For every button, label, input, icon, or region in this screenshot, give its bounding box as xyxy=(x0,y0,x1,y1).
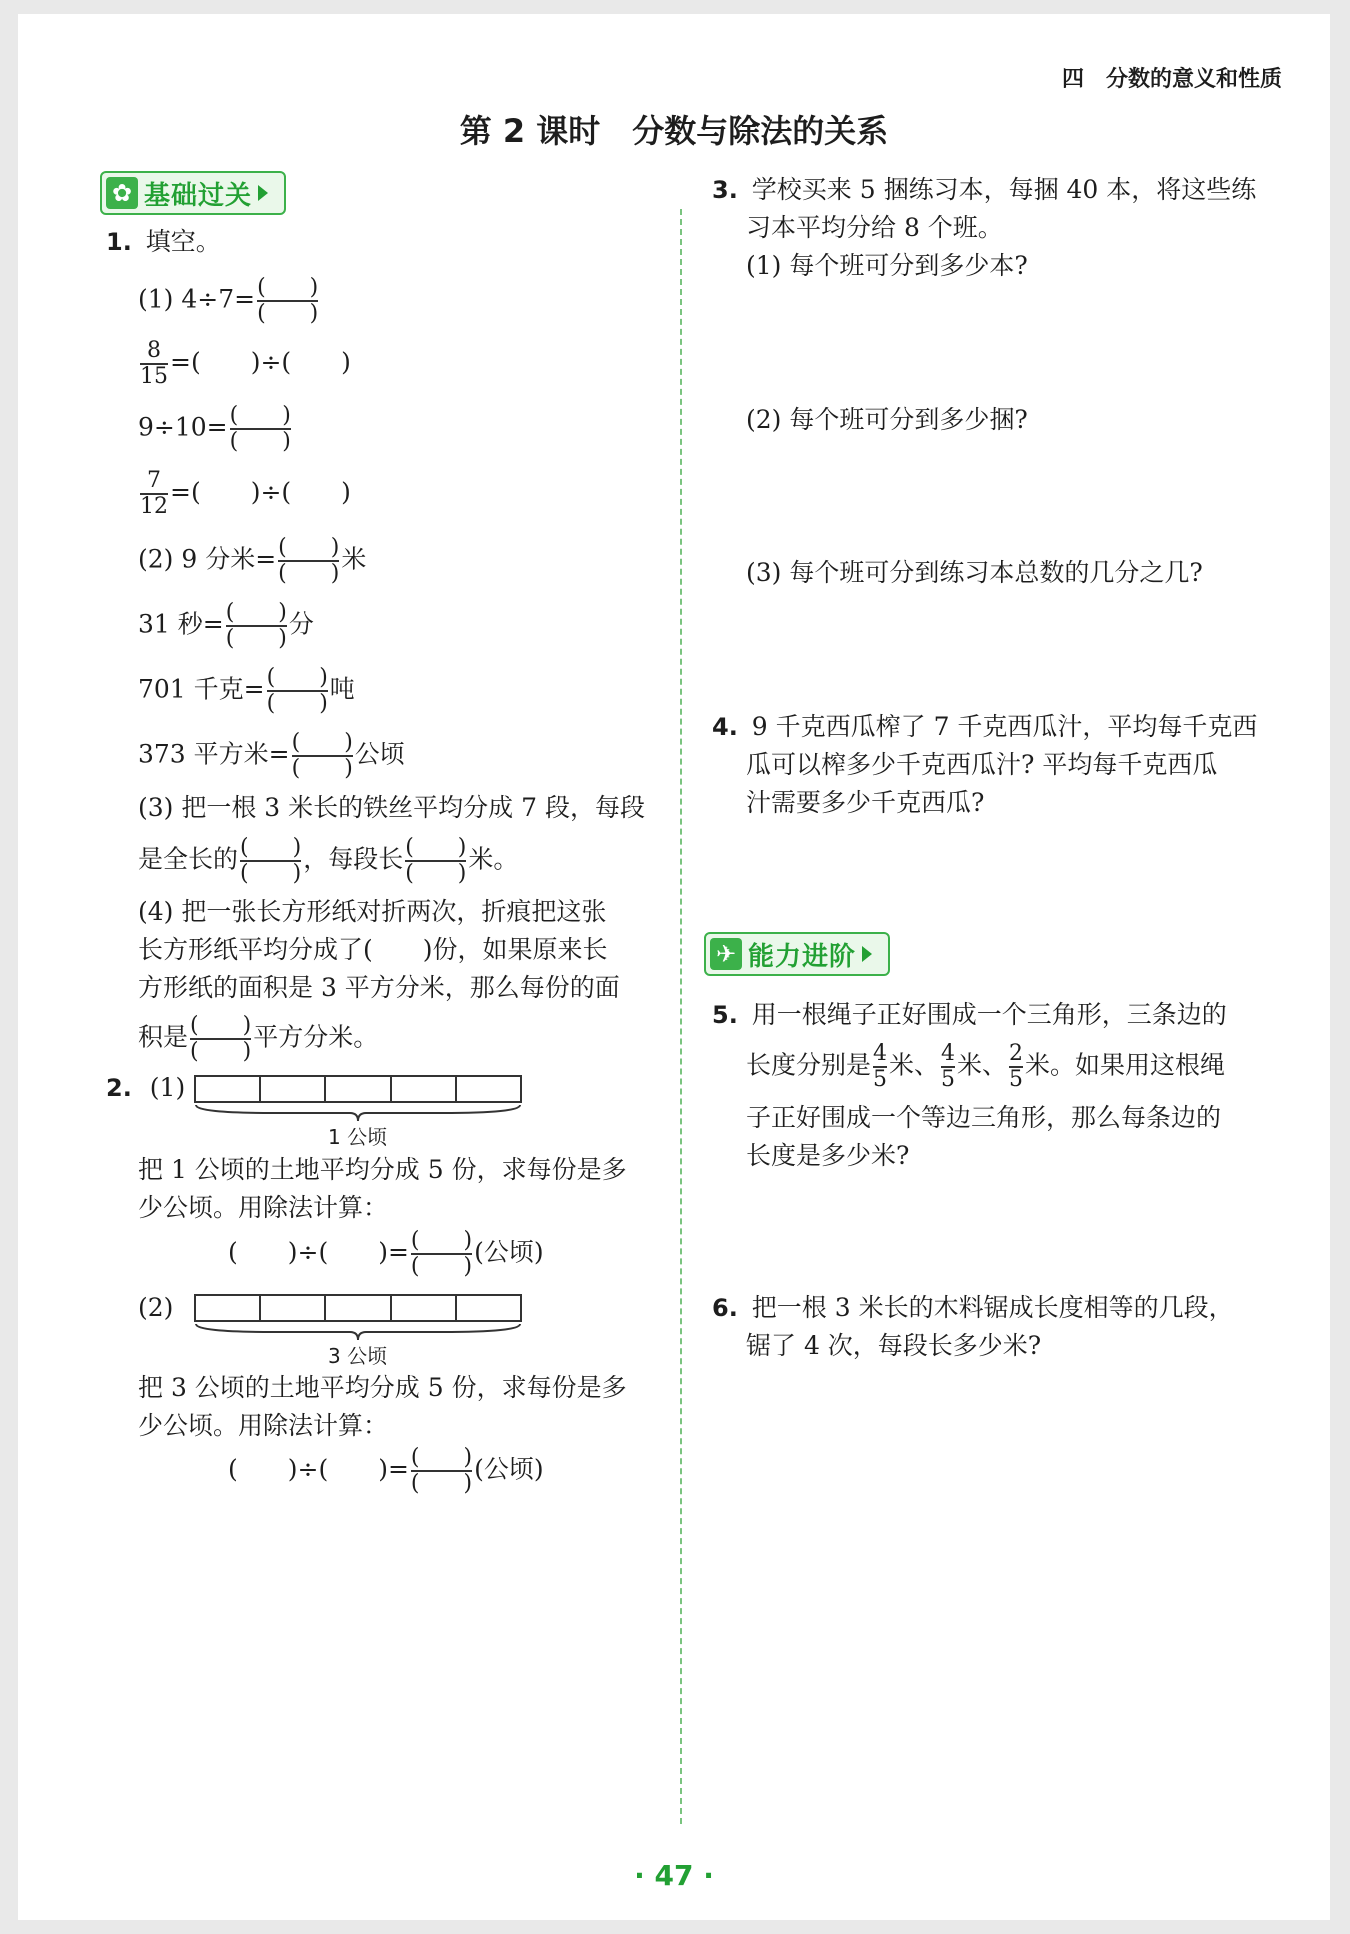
fraction: $\frac{4}{5}$ xyxy=(873,1041,888,1092)
q2-part1-line: 少公顷。用除法计算： xyxy=(138,1193,389,1222)
q3-line xyxy=(712,174,1256,206)
q2-header xyxy=(106,1072,185,1104)
question-stem: 填空。 xyxy=(145,227,221,256)
item-text: (2) 9 分米= xyxy=(138,544,277,574)
section-badge-advanced xyxy=(704,932,890,976)
q5-line: 长度是多少米? xyxy=(746,1141,910,1170)
unit-text: 分 xyxy=(288,609,314,639)
item-text: 701 千克= xyxy=(138,674,265,704)
fraction: $\frac{4}{5}$ xyxy=(941,1041,956,1092)
question-number: 1. xyxy=(106,228,132,256)
q5-line xyxy=(712,999,1227,1031)
question-text: 用一根绳子正好围成一个三角形，三条边的 xyxy=(751,1000,1227,1029)
q1-part4-answer xyxy=(138,1014,378,1064)
q2-part2-line: 把 3 公顷的土地平均分成 5 份，求每份是多 xyxy=(138,1373,627,1402)
unit-text: (公顷) xyxy=(474,1454,544,1484)
q1-part1-b xyxy=(138,339,351,389)
q2-part2-line: 少公顷。用除法计算： xyxy=(138,1411,389,1440)
gear-icon: ✿ xyxy=(106,177,138,209)
section-badge-basic xyxy=(100,171,286,215)
item-text: 是全长的 xyxy=(138,844,239,874)
fraction-blank[interactable]: $\frac{( )}{( )}$ xyxy=(225,600,287,651)
fraction-blank[interactable]: $\frac{( )}{( )}$ xyxy=(229,403,291,454)
question-number: 2. xyxy=(106,1074,132,1102)
question-number: 5. xyxy=(712,1001,738,1029)
equation-text: ( )÷( )= xyxy=(228,1237,409,1267)
q6-line: 锯了 4 次，每段长多少米? xyxy=(746,1331,1042,1360)
q6-line xyxy=(712,1292,1234,1324)
question-text: 米。如果用这根绳 xyxy=(1025,1050,1226,1080)
arrow-icon xyxy=(862,946,872,962)
bar-diagram-1 xyxy=(194,1075,522,1123)
q1-part4-line: 方形纸的面积是 3 平方分米，那么每份的面 xyxy=(138,973,620,1002)
q3-subquestion: (1) 每个班可分到多少本? xyxy=(746,251,1028,280)
fraction: $\frac{2}{5}$ xyxy=(1009,1041,1024,1092)
question-text: 长度分别是 xyxy=(746,1050,872,1080)
q1-part3-answer xyxy=(138,836,518,886)
unit-text: 公顷 xyxy=(354,739,405,769)
question-text: 9 千克西瓜榨了 7 千克西瓜汁，平均每千克西 xyxy=(751,712,1258,741)
fraction-blank[interactable]: $\frac{( )}{( )}$ xyxy=(257,275,319,326)
unit-text: 米、 xyxy=(889,1050,940,1080)
q2-part1-equation xyxy=(228,1229,544,1279)
fraction-blank[interactable]: $\frac{( )}{( )}$ xyxy=(405,835,467,886)
fraction-blank[interactable]: $\frac{( )}{( )}$ xyxy=(266,665,328,716)
question-text: 学校买来 5 捆练习本，每捆 40 本，将这些练 xyxy=(751,175,1257,204)
q2-part1-line: 把 1 公顷的土地平均分成 5 份，求每份是多 xyxy=(138,1155,627,1184)
q1-part1-a xyxy=(138,276,320,326)
question-number: 3. xyxy=(712,176,738,204)
item-text: =( )÷( ) xyxy=(170,477,351,507)
question-number: 4. xyxy=(712,713,738,741)
q1-part2-a xyxy=(138,536,366,586)
item-text: 积是 xyxy=(138,1022,189,1052)
column-divider xyxy=(680,209,682,1824)
unit-text: 米、 xyxy=(957,1050,1008,1080)
item-text: 31 秒= xyxy=(138,609,224,639)
question-text: 把一根 3 米长的木料锯成长度相等的几段， xyxy=(751,1293,1234,1322)
unit-text: 平方分米。 xyxy=(253,1022,379,1052)
q1-part1-c xyxy=(138,404,293,454)
q3-subquestion: (2) 每个班可分到多少捆? xyxy=(746,405,1028,434)
bar-unit-label: 3 公顷 xyxy=(328,1344,388,1368)
running-person-icon: ✈ xyxy=(710,938,742,970)
brace-icon xyxy=(194,1103,522,1123)
equation-text: ( )÷( )= xyxy=(228,1454,409,1484)
q3-line: 习本平均分给 8 个班。 xyxy=(746,213,1003,242)
part-label: (1) xyxy=(149,1073,186,1102)
chapter-header: 四 分数的意义和性质 xyxy=(1061,67,1282,92)
section-title-basic: 基础过关 xyxy=(144,180,253,211)
unit-text: 米 xyxy=(341,544,367,574)
item-text: 373 平方米= xyxy=(138,739,290,769)
workbook-page xyxy=(18,14,1330,1920)
section-title-advanced: 能力进阶 xyxy=(748,941,857,972)
q1-part2-c xyxy=(138,666,355,716)
q3-subquestion: (3) 每个班可分到练习本总数的几分之几? xyxy=(746,558,1203,587)
fraction: $\frac{8}{15}$ xyxy=(140,338,168,389)
question-number: 6. xyxy=(712,1294,738,1322)
q1-part4-line: (4) 把一张长方形纸对折两次，折痕把这张 xyxy=(138,897,607,926)
fraction-blank[interactable]: $\frac{( )}{( )}$ xyxy=(190,1013,252,1064)
q4-line: 汁需要多少千克西瓜? xyxy=(746,788,985,817)
q1-part2-b xyxy=(138,601,314,651)
q1-part1-d xyxy=(138,469,351,519)
brace-icon xyxy=(194,1322,522,1342)
unit-text: (公顷) xyxy=(474,1237,544,1267)
bar-unit-label: 1 公顷 xyxy=(328,1125,388,1149)
q4-line xyxy=(712,711,1257,743)
q5-line: 子正好围成一个等边三角形，那么每条边的 xyxy=(746,1103,1222,1132)
item-text: (1) 4÷7= xyxy=(138,284,256,314)
fraction-blank[interactable]: $\frac{( )}{( )}$ xyxy=(240,835,302,886)
item-text: 9÷10= xyxy=(138,412,228,442)
fraction: $\frac{7}{12}$ xyxy=(140,468,168,519)
arrow-icon xyxy=(258,185,268,201)
part-label: (2) xyxy=(138,1293,174,1322)
item-text: ，每段长 xyxy=(303,844,404,874)
q1-part2-d xyxy=(138,731,405,781)
page-title: 第 2 课时 分数与除法的关系 xyxy=(459,112,889,150)
q5-lengths-line xyxy=(746,1042,1225,1092)
fraction-blank[interactable]: $\frac{( )}{( )}$ xyxy=(410,1228,473,1279)
fraction-blank[interactable]: $\frac{( )}{( )}$ xyxy=(291,730,353,781)
page-number: · 47 · xyxy=(634,1859,714,1892)
fraction-blank[interactable]: $\frac{( )}{( )}$ xyxy=(278,535,340,586)
q1-header xyxy=(106,226,221,258)
fraction-blank[interactable]: $\frac{( )}{( )}$ xyxy=(410,1445,473,1496)
bar-diagram-2 xyxy=(194,1294,522,1342)
q2-part2-equation xyxy=(228,1446,544,1496)
item-text: =( )÷( ) xyxy=(170,347,351,377)
unit-text: 米。 xyxy=(468,844,519,874)
q1-part4-line: 长方形纸平均分成了( )份，如果原来长 xyxy=(138,935,608,964)
unit-text: 吨 xyxy=(329,674,355,704)
q1-part3-line: (3) 把一根 3 米长的铁丝平均分成 7 段，每段 xyxy=(138,793,645,822)
q4-line: 瓜可以榨多少千克西瓜汁? 平均每千克西瓜 xyxy=(746,750,1218,779)
